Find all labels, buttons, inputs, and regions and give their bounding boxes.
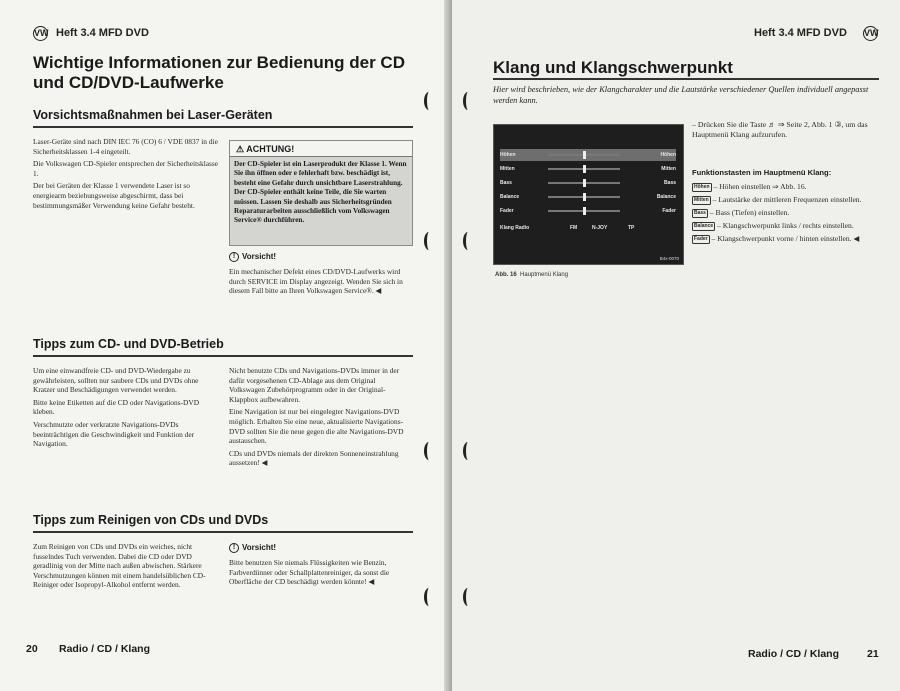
key-fader: Fader <box>694 235 708 242</box>
step-text: – Drücken Sie die Taste ♬ ⇒ Seite 2, Abb. 1 ③, um das Hauptmenü Klang aufzurufen. <box>692 120 868 140</box>
slider-knob <box>583 179 586 187</box>
slider-knob <box>583 151 586 159</box>
key-balance: Balance <box>694 222 714 229</box>
status-station: N-JOY <box>592 225 608 231</box>
status-tp: TP <box>628 225 635 231</box>
warning-title: ACHTUNG! <box>246 144 295 154</box>
slider-knob <box>583 165 586 173</box>
right-footer-text: Radio / CD / Klang <box>748 648 840 660</box>
paragraph: Eine Navigation ist nur bei eingelegter Navigations-DVD möglich. Erhalten Sie eine neue, aktualisierte Navigations-DVD sollten Sie die neue gegen die alte Navigations-DVD austauschen. <box>229 407 404 446</box>
screen-row-label: Bass <box>500 180 512 186</box>
right-page-title: Klang und Klangschwerpunkt <box>493 58 733 77</box>
section-heading-tipps-betrieb: Tipps zum CD- und DVD-Betrieb <box>33 337 224 351</box>
paragraph: Um eine einwandfreie CD- und DVD-Wiedergabe zu gewährleisten, sollten nur saubere CDs und DVDs ohne Kratzer und Beschädigungen verwendet werden. <box>33 366 199 395</box>
function-desc: – Höhen einstellen ⇒ Abb. 16. <box>713 182 807 191</box>
screen-row-hoehen <box>500 149 676 161</box>
laser-text <box>33 137 219 213</box>
left-page-title: Wichtige Informationen zur Bedienung der CD und CD/DVD-Laufwerke <box>33 53 405 92</box>
left-header: Heft 3.4 MFD DVD <box>56 27 149 39</box>
key-hoehen: Höhen <box>694 183 710 190</box>
screen-row-label: Fader <box>500 208 514 214</box>
key-mitten: Mitten <box>694 196 709 203</box>
screen-row-bass <box>500 177 676 189</box>
screen-row-label-right: Balance <box>656 194 676 200</box>
tipps-col2 <box>229 366 413 471</box>
sound-menu-screen <box>493 124 684 265</box>
left-footer-text: Radio / CD / Klang <box>59 643 151 655</box>
function-item <box>692 208 880 218</box>
section-rule <box>33 355 413 357</box>
screen-row-fader <box>500 205 676 217</box>
screen-row-balance <box>500 191 676 203</box>
tipps-col1 <box>33 366 217 452</box>
function-keys-heading: Funktionstasten im Hauptmenü Klang: <box>692 168 832 177</box>
page-edge-marker <box>424 442 434 460</box>
warning-header <box>230 141 412 157</box>
status-band: FM <box>570 225 578 231</box>
figure-number: Abb. 16 <box>495 272 517 278</box>
function-item <box>692 234 880 244</box>
paragraph: Der bei Geräten der Klasse 1 verwendete Laser ist so energiearm beziehungsweise abgeschirmt, dass bei bestimmungsmäßer Verwendung keine Gefahr besteht. <box>33 181 195 210</box>
vw-logo-icon: VW <box>863 26 878 41</box>
vw-logo-icon: VW <box>33 26 48 41</box>
right-page-number: 21 <box>867 648 879 660</box>
screen-status-bar <box>500 223 676 234</box>
paragraph: Bitte keine Etiketten auf die CD oder Navigations-DVD kleben. <box>33 397 200 417</box>
paragraph: Nicht benutzte CDs und Navigations-DVDs immer in der dafür vorgesehenen CD-Ablage aus dem Original Volkswagen Zubehörprogramm oder in der Original-Klappbox aufbewahren. <box>229 366 400 404</box>
screen-row-label-right: Mitten <box>661 166 676 172</box>
section-heading-reinigen: Tipps zum Reinigen von CDs und DVDs <box>33 513 269 527</box>
screen-row-label: Mitten <box>500 166 515 172</box>
function-item <box>692 195 880 205</box>
page-edge-marker <box>463 442 473 460</box>
function-desc: – Klangschwerpunkt vorne / hinten einstellen. ◀ <box>711 234 860 243</box>
page-edge-marker <box>463 232 473 250</box>
key-bass: Bass <box>694 209 706 216</box>
screen-row-label: Balance <box>500 194 520 200</box>
function-desc: – Lautstärke der mittleren Frequenzen einstellen. <box>712 195 862 204</box>
function-key-list <box>692 182 880 247</box>
warning-text: Der CD-Spieler ist ein Laserprodukt der Klasse 1. Wenn Sie ihn öffnen oder e fehlerhaft bzw. beschädigt ist, besteht eine Gefahr durch unsichtbare Laserstrahlung. Der CD-Spieler enthält keine Teile, die Sie warten müssen. Lassen Sie deshalb aus Sicherheitsgründen Reparaturarbeiten ausschließlich vom Volkswagen Service® durchführen. <box>234 160 407 225</box>
screen-row-label-right: Bass <box>664 180 676 186</box>
paragraph: Die Volkswagen CD-Spieler entsprechen der Sicherheitsklasse 1. <box>33 159 219 178</box>
screen-row-label: Höhen <box>500 152 516 158</box>
slider-knob <box>583 193 586 201</box>
slider-knob <box>583 207 586 215</box>
reinigen-caution-text: Bitte benutzen Sie niemals Flüssigkeiten wie Benzin, Farbverdünner oder Schallplattenreiniger, da sonst die Oberfläche der CD beschädigt werden könnte! ◀ <box>229 558 390 587</box>
figure-caption <box>495 272 568 278</box>
function-desc: – Bass (Tiefen) einstellen. <box>709 208 790 217</box>
section-rule <box>493 78 879 80</box>
intro-text: Hier wird beschrieben, wie der Klangcharakter und die Lautstärke verschiedener Quellen individuell angepasst werden kann. <box>493 85 869 105</box>
caution-heading <box>229 543 276 553</box>
caution-text: Ein mechanischer Defekt eines CD/DVD-Laufwerks wird durch SERVICE im Display angezeigt. Wenden Sie sich in diesem Fall bitte an Ihren Volkswagen Service®. ◀ <box>229 267 403 296</box>
warning-triangle-icon: ⚠ <box>236 144 247 154</box>
caution-title: Vorsicht! <box>242 252 277 262</box>
reinigen-text: Zum Reinigen von CDs und DVDs ein weiches, nicht fusselndes Tuch verwenden. Dabei die CD oder DVD geradlinig von der Mitte nach außen abwischen. Stärkere Verschmutzungen können mit einem handelsüblichen CD-Reiniger oder Isopropyl-Alkohol entfernt werden. <box>33 542 206 590</box>
warning-box <box>229 140 413 246</box>
screen-row-label-right: Fader <box>662 208 676 214</box>
section-heading-laser: Vorsichtsmaßnahmen bei Laser-Geräten <box>33 108 273 122</box>
page-edge-marker <box>424 232 434 250</box>
paragraph: Verschmutzte oder verkratzte Navigations-DVDs beeinträchtigen die Geschwindigkeit und Funktion der Navigation. <box>33 419 195 449</box>
page-edge-marker <box>463 92 473 110</box>
section-rule <box>33 531 413 533</box>
screen-row-mitten <box>500 163 676 175</box>
screen-row-label-right: Höhen <box>660 152 676 158</box>
function-item <box>692 221 880 231</box>
paragraph: Laser-Geräte sind nach DIN IEC 76 (CO) 6 / VDE 0837 in die Sicherheitsklassen 1-4 eingeteilt. <box>33 137 218 156</box>
page-edge-marker <box>424 588 434 606</box>
status-source: Klang Radio <box>500 225 530 231</box>
function-desc: – Klangschwerpunkt links / rechts einstellen. <box>717 221 854 230</box>
caution-icon: ! <box>229 252 239 262</box>
figure-code: B4x-0070 <box>659 256 679 261</box>
left-page-number: 20 <box>26 643 38 655</box>
caution-title: Vorsicht! <box>242 543 277 553</box>
paragraph: CDs und DVDs niemals der direkten Sonneneinstrahlung aussetzen! ◀ <box>229 448 399 468</box>
section-rule <box>33 126 413 128</box>
function-item <box>692 182 880 192</box>
figure-caption-text: Hauptmenü Klang <box>520 272 569 278</box>
page-edge-marker <box>463 588 473 606</box>
page-edge-marker <box>424 92 434 110</box>
right-header: Heft 3.4 MFD DVD <box>754 27 847 39</box>
caution-icon: ! <box>229 543 239 553</box>
caution-heading <box>229 252 276 262</box>
